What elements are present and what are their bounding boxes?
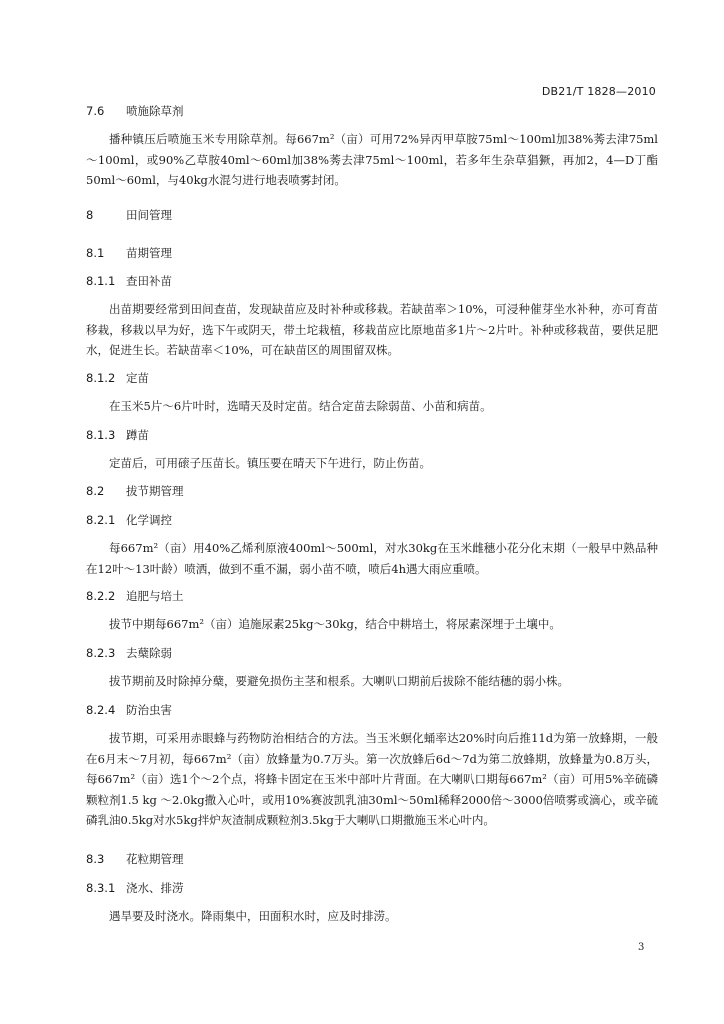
section-number: 8.3 [86,852,105,866]
paragraph-8-1-2: 在玉米5片～6片叶时，选晴天及时定苗。结合定苗去除弱苗、小苗和病苗。 [109,399,492,413]
section-title: 喷施除草剂 [126,104,184,118]
section-title: 去蘖除弱 [126,646,172,660]
paragraph-8-2-3: 拔节期前及时除掉分蘖，要避免损伤主茎和根系。大喇叭口期前后拔除不能结穗的弱小株。 [109,674,569,688]
section-heading-8-1-3 [86,427,149,443]
section-heading-7-6 [86,103,184,119]
section-number: 8.3.1 [86,881,116,895]
paragraph-8-1-1: 出苗期要经常到田间查苗，发现缺苗应及时补种或移栽。若缺苗率＞10%，可浸种催芽坐水补种，亦可育苗移栽，移栽以早为好，选下午或阴天，带土坨栽植，移栽苗应比原地苗多1片～2片叶。补种或移栽苗，要供足肥水，促进生长。若缺苗率＜10%，可在缺苗区的周围留双株。 [86,302,658,357]
paragraph-8-2-1: 每667m²（亩）用40%乙烯利原液400ml～500ml，对水30kg在玉米雌穗小花分化末期（一般早中熟品种在12叶～13叶龄）喷洒，做到不重不漏，弱小苗不喷，喷后4h遇大雨应重喷。 [86,541,658,576]
section-title: 化学调控 [126,513,172,527]
section-heading-8-3 [86,851,184,867]
section-heading-8-1-1 [86,273,172,289]
section-title: 防治虫害 [126,703,172,717]
section-number: 8.1.2 [86,371,116,385]
section-number: 8.2.3 [86,646,116,660]
paragraph-8-3-1: 遇旱要及时浇水。降雨集中，田面积水时，应及时排涝。 [109,909,397,923]
page-number: 3 [638,942,645,953]
section-number: 8.1 [86,246,105,260]
section-number: 8.2.2 [86,589,116,603]
standard-number: DB21/T 1828—2010 [541,85,656,98]
section-title: 花粒期管理 [126,852,184,866]
section-title: 查田补苗 [126,274,172,288]
section-heading-8-1-2 [86,370,149,386]
section-heading-8-2 [86,483,184,499]
section-heading-8-2-2 [86,588,184,604]
paragraph-8-2-2: 拔节中期每667m²（亩）追施尿素25kg～30kg，结合中耕培土，将尿素深埋于土壤中。 [109,617,561,631]
section-heading-8-2-4 [86,702,172,718]
section-number: 7.6 [86,104,105,118]
section-number: 8.1.3 [86,428,116,442]
section-heading-8-3-1 [86,880,184,896]
paragraph-7-6: 播种镇压后喷施玉米专用除草剂。每667m²（亩）可用72%异丙甲草胺75ml～100ml加38%莠去津75ml～100ml，或90%乙草胺40ml～60ml加38%莠去津75ml～100ml，若多年生杂草猖獗，再加2，4—D丁酯50ml～60ml，与40kg水混匀进行地表喷雾封闭。 [86,132,658,187]
paragraph-8-2-4: 拔节期，可采用赤眼蜂与药物防治相结合的方法。当玉米螟化蛹率达20%时向后推11d为第一放蜂期，一般在6月末～7月初，每667m²（亩）放蜂量为0.7万头。第一次放蜂后6d～7d为第二放蜂期，放蜂量为0.8万头，每667m²（亩）选1个～2个点，将蜂卡固定在玉米中部叶片背面。在大喇叭口期每667m²（亩）可用5%辛硫磷颗粒剂1.5 kg ～2.0kg撒入心叶，或用10%赛波凯乳油30ml～50ml稀释2000倍～3000倍喷雾或滴心，或辛硫磷乳油0.5kg对水5kg拌炉灰渣制成颗粒剂3.5kg于大喇叭口期撒施玉米心叶内。 [86,731,658,827]
section-heading-8-1 [86,245,172,261]
section-number: 8 [86,208,94,222]
section-title: 蹲苗 [126,428,149,442]
section-title: 追肥与培土 [126,589,184,603]
section-title: 浇水、排涝 [126,881,184,895]
section-number: 8.1.1 [86,274,116,288]
section-heading-8-2-1 [86,512,172,528]
paragraph-8-1-3: 定苗后，可用磙子压苗长。镇压要在晴天下午进行，防止伤苗。 [109,456,431,470]
section-title: 苗期管理 [126,246,172,260]
section-heading-8-2-3 [86,645,172,661]
section-number: 8.2.1 [86,513,116,527]
section-number: 8.2.4 [86,703,116,717]
section-number: 8.2 [86,484,105,498]
section-title: 定苗 [126,371,149,385]
section-title: 田间管理 [126,208,172,222]
section-title: 拔节期管理 [126,484,184,498]
section-heading-8 [86,207,172,223]
